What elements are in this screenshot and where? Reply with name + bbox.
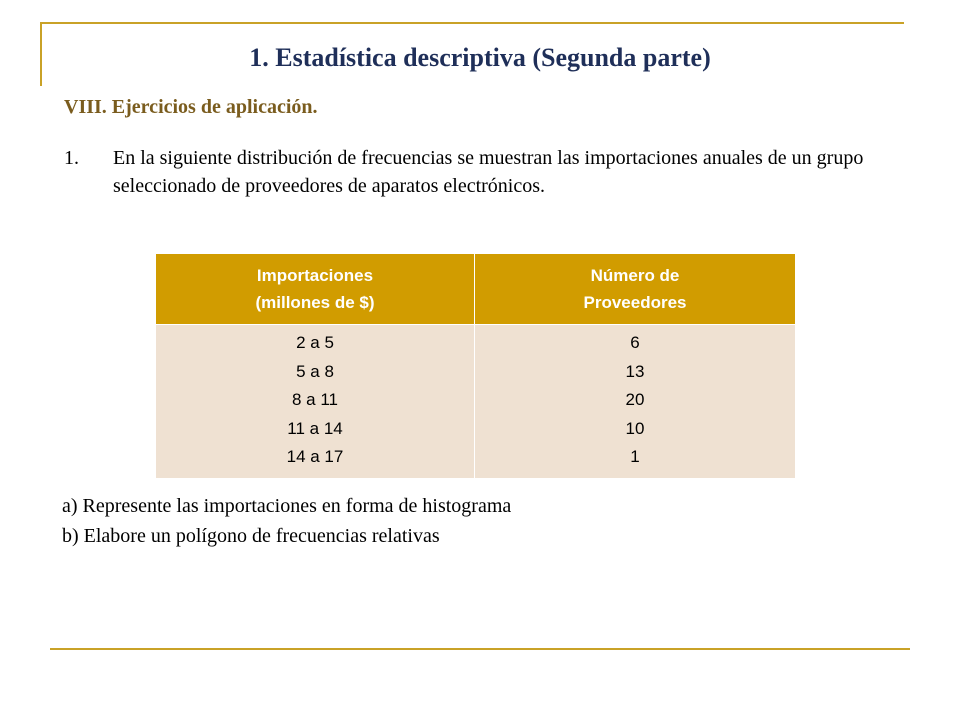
ranges-cell (156, 325, 475, 479)
header-proveedores-line2: Proveedores (583, 293, 687, 312)
header-proveedores (475, 254, 796, 325)
top-decorative-rule (40, 22, 904, 24)
bottom-decorative-rule (50, 648, 910, 650)
count-value: 20 (625, 390, 645, 409)
slide-title: 1. Estadística descriptiva (Segunda parte) (249, 43, 711, 72)
table-header-row (156, 254, 796, 325)
range-value: 5 a 8 (296, 361, 334, 381)
question-a: a) Represente las importaciones en forma de histograma (62, 495, 512, 517)
section-heading: VIII. Ejercicios de aplicación. (64, 96, 318, 118)
range-value: 8 a 11 (291, 390, 338, 409)
count-value: 10 (625, 418, 645, 438)
frequency-table (155, 253, 796, 479)
exercise-item (64, 144, 904, 200)
header-importaciones-line1: Importaciones (256, 266, 374, 285)
range-value: 14 a 17 (286, 447, 344, 466)
range-value: 11 a 14 (287, 418, 343, 438)
range-value: 2 a 5 (296, 333, 334, 352)
header-importaciones-line2: (millones de $) (255, 293, 375, 312)
count-value: 6 (630, 333, 640, 352)
count-value: 1 (630, 447, 640, 466)
exercise-number: 1. (64, 147, 79, 169)
table-body-row (156, 325, 796, 479)
header-proveedores-line1: Número de (590, 266, 680, 285)
count-value: 13 (625, 361, 645, 381)
counts-cell (475, 325, 796, 479)
exercise-text: En la siguiente distribución de frecuencias se muestran las importaciones anuales de un grupo seleccionado de proveedores de aparatos electrónicos. (113, 147, 864, 197)
header-importaciones (156, 254, 475, 325)
question-b: b) Elabore un polígono de frecuencias relativas (62, 525, 440, 547)
